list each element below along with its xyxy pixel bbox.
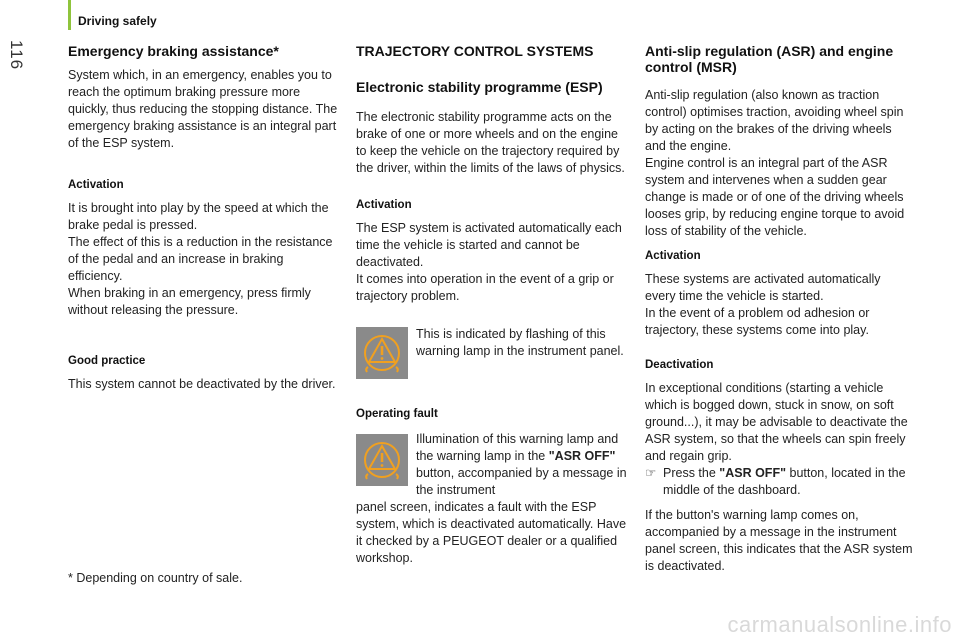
section-accent-bar: [68, 0, 71, 30]
press-asr-off-instruction: [645, 465, 913, 499]
lamp-note: This is indicated by flashing of this warning lamp in the instrument panel.: [416, 327, 624, 358]
footnote: * Depending on country of sale.: [68, 571, 243, 585]
asr-off-button-label: "ASR OFF": [719, 466, 787, 480]
esp-subtitle: Electronic stability programme (ESP): [356, 79, 603, 95]
fault-text-2: button, accompanied by a message in the instrument: [416, 466, 627, 497]
asr-intro-1: Anti-slip regulation (also known as traction control) optimises traction, avoiding wheel spin by acting on the brakes of the driving wheels and the engine.: [645, 88, 904, 153]
asr-title: Anti-slip regulation (ASR) and engine control (MSR): [645, 43, 894, 75]
asr-final-text: If the button's warning lamp comes on, accompanied by a message in the instrument panel screen, this indicates that the ASR system is deactivated.: [645, 508, 913, 573]
deactivation-text: In exceptional conditions (starting a vehicle which is bogged down, stuck in snow, on soft ground...), it may be advisable to deactivate the ASR system, so that the wheels can spin freely and regain grip.: [645, 381, 908, 463]
activation-heading: Activation: [68, 179, 124, 191]
emergency-braking-title: Emergency braking assistance*: [68, 43, 279, 59]
column-asr-msr: [645, 43, 913, 575]
pointing-hand-icon: ☞: [645, 466, 657, 480]
section-title: Driving safely: [78, 14, 157, 28]
esp-activation-text-2: It comes into operation in the event of a grip or trajectory problem.: [356, 272, 614, 303]
press-post: button, located in the middle of the dashboard.: [663, 466, 906, 497]
esp-warning-lamp-icon: [356, 327, 408, 379]
activation-text-2: The effect of this is a reduction in the resistance of the pedal and an increase in braking efficiency.: [68, 235, 333, 283]
fault-text-block: [416, 431, 628, 499]
good-practice-text: This system cannot be deactivated by the driver.: [68, 377, 336, 391]
esp-intro: The electronic stability programme acts on the brake of one or more wheels and on the engine to keep the vehicle on the trajectory required by the driver, within the limits of the laws of physics.: [356, 110, 625, 175]
watermark: carmanualsonline.info: [727, 612, 952, 637]
column-trajectory-control: [356, 43, 628, 305]
activation-text-1: It is brought into play by the speed at which the brake pedal is pressed.: [68, 201, 329, 232]
trajectory-title: TRAJECTORY CONTROL SYSTEMS: [356, 43, 594, 59]
asr-activation-text-1: These systems are activated automatically every time the vehicle is started.: [645, 272, 881, 303]
page-number: 116: [7, 40, 26, 71]
press-pre: Press the: [663, 466, 716, 480]
fault-text-3: panel screen, indicates a fault with the ESP system, which is deactivated automatically. Have it checked by a PEUGEOT dealer or a qualified workshop.: [356, 500, 627, 565]
activation-text-3: When braking in an emergency, press firmly without releasing the pressure.: [68, 286, 311, 317]
operating-fault-heading: Operating fault: [356, 408, 438, 420]
column-emergency-braking: [68, 43, 340, 393]
deactivation-heading: Deactivation: [645, 359, 714, 371]
asr-off-label: "ASR OFF": [548, 449, 616, 463]
asr-intro-2: Engine control is an integral part of the ASR system and intervenes when a sudden gear change is made or of one of the driving wheels looses grip, by reducing engine torque to avoid loss of stability of the vehicle.: [645, 156, 905, 238]
good-practice-heading: Good practice: [68, 355, 146, 367]
esp-activation-heading: Activation: [356, 199, 412, 211]
emergency-braking-intro: System which, in an emergency, enables you to reach the optimum braking pressure more quickly, thus reducing the stopping distance. The emergency braking assistance is an integral part of the ESP system.: [68, 68, 338, 150]
asr-activation-heading: Activation: [645, 250, 701, 262]
fault-warning-lamp-icon: [356, 434, 408, 486]
esp-activation-text-1: The ESP system is activated automatically each time the vehicle is started and cannot be deactivated.: [356, 221, 622, 269]
fault-text-1: Illumination of this warning lamp and the warning lamp in the: [416, 432, 619, 463]
asr-activation-text-2: In the event of a problem od adhesion or trajectory, these systems come into play.: [645, 306, 870, 337]
